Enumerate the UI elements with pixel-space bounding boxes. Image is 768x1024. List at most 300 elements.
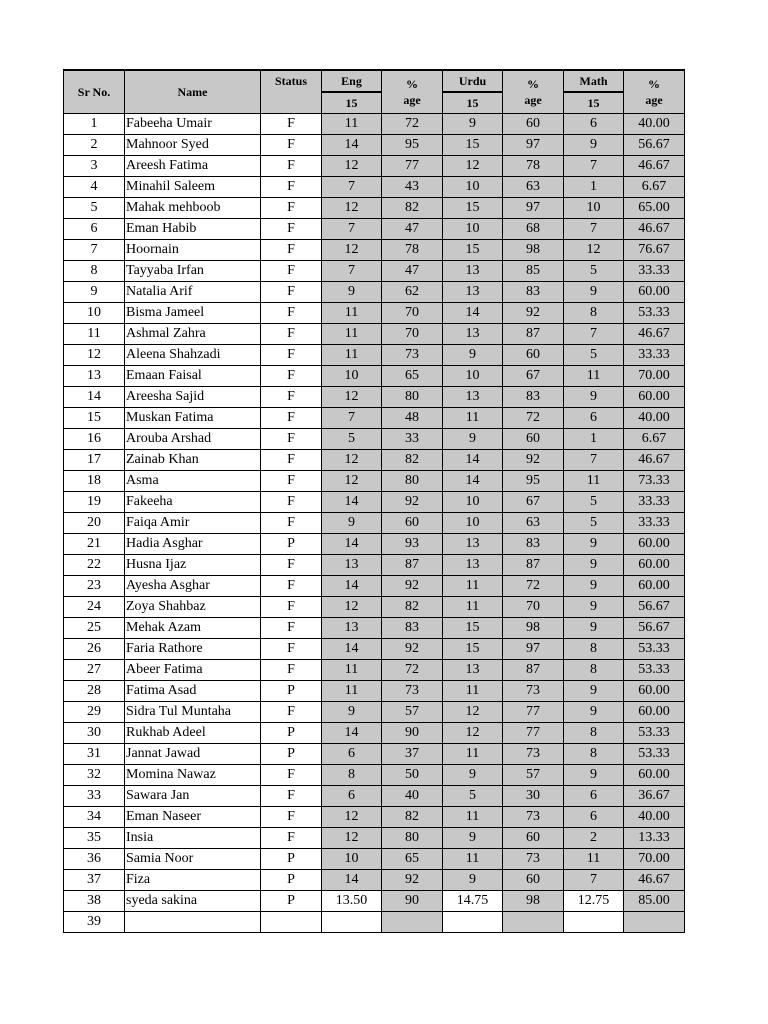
eng-marks-cell[interactable]: 12 xyxy=(322,240,382,261)
urdu-marks-cell[interactable]: 13 xyxy=(443,534,503,555)
urdu-marks-cell[interactable] xyxy=(443,912,503,933)
eng-percent-cell[interactable]: 72 xyxy=(382,660,443,681)
urdu-percent-cell[interactable]: 87 xyxy=(503,324,564,345)
sr-cell[interactable]: 26 xyxy=(64,639,125,660)
status-cell[interactable]: F xyxy=(261,429,322,450)
name-cell[interactable]: Asma xyxy=(125,471,261,492)
status-cell[interactable]: F xyxy=(261,555,322,576)
math-percent-cell[interactable] xyxy=(624,912,685,933)
urdu-percent-cell[interactable]: 30 xyxy=(503,786,564,807)
name-cell[interactable]: Fabeeha Umair xyxy=(125,114,261,135)
math-percent-cell[interactable]: 60.00 xyxy=(624,555,685,576)
urdu-percent-cell[interactable]: 83 xyxy=(503,282,564,303)
math-percent-cell[interactable]: 60.00 xyxy=(624,681,685,702)
sr-cell[interactable]: 32 xyxy=(64,765,125,786)
name-cell[interactable]: Ayesha Asghar xyxy=(125,576,261,597)
eng-percent-cell[interactable]: 73 xyxy=(382,345,443,366)
urdu-percent-cell[interactable]: 98 xyxy=(503,240,564,261)
status-cell[interactable]: F xyxy=(261,786,322,807)
eng-percent-cell[interactable]: 90 xyxy=(382,723,443,744)
eng-marks-cell[interactable]: 11 xyxy=(322,324,382,345)
name-cell[interactable]: Rukhab Adeel xyxy=(125,723,261,744)
status-cell[interactable]: F xyxy=(261,198,322,219)
urdu-percent-cell[interactable]: 68 xyxy=(503,219,564,240)
urdu-percent-cell[interactable]: 67 xyxy=(503,366,564,387)
header-urdu[interactable]: Urdu xyxy=(443,70,503,92)
urdu-percent-cell[interactable]: 72 xyxy=(503,576,564,597)
sr-cell[interactable]: 21 xyxy=(64,534,125,555)
eng-percent-cell[interactable]: 72 xyxy=(382,114,443,135)
eng-percent-cell[interactable]: 70 xyxy=(382,324,443,345)
math-marks-cell[interactable]: 9 xyxy=(564,387,624,408)
status-cell[interactable]: P xyxy=(261,870,322,891)
eng-marks-cell[interactable]: 12 xyxy=(322,387,382,408)
name-cell[interactable]: Jannat Jawad xyxy=(125,744,261,765)
math-percent-cell[interactable]: 60.00 xyxy=(624,765,685,786)
urdu-marks-cell[interactable]: 10 xyxy=(443,219,503,240)
sr-cell[interactable]: 11 xyxy=(64,324,125,345)
sr-cell[interactable]: 20 xyxy=(64,513,125,534)
sr-cell[interactable]: 19 xyxy=(64,492,125,513)
name-cell[interactable]: Areesha Sajid xyxy=(125,387,261,408)
urdu-percent-cell[interactable]: 77 xyxy=(503,723,564,744)
name-cell[interactable]: Zainab Khan xyxy=(125,450,261,471)
math-percent-cell[interactable]: 33.33 xyxy=(624,513,685,534)
name-cell[interactable]: Hadia Asghar xyxy=(125,534,261,555)
name-cell[interactable]: Areesh Fatima xyxy=(125,156,261,177)
status-cell[interactable]: P xyxy=(261,849,322,870)
eng-marks-cell[interactable]: 9 xyxy=(322,513,382,534)
status-cell[interactable]: F xyxy=(261,576,322,597)
eng-percent-cell[interactable]: 65 xyxy=(382,366,443,387)
status-cell[interactable]: F xyxy=(261,828,322,849)
eng-marks-cell[interactable]: 14 xyxy=(322,135,382,156)
eng-percent-cell[interactable]: 33 xyxy=(382,429,443,450)
header-urdu-percent[interactable] xyxy=(503,70,564,114)
math-percent-cell[interactable]: 60.00 xyxy=(624,576,685,597)
urdu-percent-cell[interactable]: 87 xyxy=(503,660,564,681)
math-percent-cell[interactable]: 65.00 xyxy=(624,198,685,219)
eng-percent-cell[interactable]: 87 xyxy=(382,555,443,576)
name-cell[interactable]: Hoornain xyxy=(125,240,261,261)
math-marks-cell[interactable]: 6 xyxy=(564,786,624,807)
math-marks-cell[interactable]: 7 xyxy=(564,324,624,345)
urdu-marks-cell[interactable]: 15 xyxy=(443,618,503,639)
name-cell[interactable]: Samia Noor xyxy=(125,849,261,870)
urdu-marks-cell[interactable]: 10 xyxy=(443,513,503,534)
header-eng-percent[interactable] xyxy=(382,70,443,114)
math-marks-cell[interactable]: 8 xyxy=(564,723,624,744)
eng-percent-cell[interactable]: 92 xyxy=(382,870,443,891)
urdu-marks-cell[interactable]: 5 xyxy=(443,786,503,807)
math-marks-cell[interactable]: 5 xyxy=(564,261,624,282)
urdu-marks-cell[interactable]: 9 xyxy=(443,765,503,786)
urdu-percent-cell[interactable]: 98 xyxy=(503,618,564,639)
status-cell[interactable]: F xyxy=(261,156,322,177)
math-marks-cell[interactable]: 5 xyxy=(564,492,624,513)
eng-marks-cell[interactable]: 6 xyxy=(322,786,382,807)
urdu-percent-cell[interactable]: 98 xyxy=(503,891,564,912)
math-marks-cell[interactable]: 9 xyxy=(564,702,624,723)
sr-cell[interactable]: 25 xyxy=(64,618,125,639)
name-cell[interactable]: Mahak mehboob xyxy=(125,198,261,219)
math-percent-cell[interactable]: 60.00 xyxy=(624,387,685,408)
eng-marks-cell[interactable]: 14 xyxy=(322,576,382,597)
name-cell[interactable]: Mehak Azam xyxy=(125,618,261,639)
math-percent-cell[interactable]: 56.67 xyxy=(624,618,685,639)
status-cell[interactable]: F xyxy=(261,408,322,429)
math-percent-cell[interactable]: 76.67 xyxy=(624,240,685,261)
status-cell[interactable]: F xyxy=(261,807,322,828)
name-cell[interactable]: Faiqa Amir xyxy=(125,513,261,534)
status-cell[interactable]: F xyxy=(261,660,322,681)
sr-cell[interactable]: 39 xyxy=(64,912,125,933)
eng-marks-cell[interactable]: 14 xyxy=(322,723,382,744)
sr-cell[interactable]: 4 xyxy=(64,177,125,198)
eng-percent-cell[interactable]: 47 xyxy=(382,261,443,282)
urdu-marks-cell[interactable]: 9 xyxy=(443,429,503,450)
eng-percent-cell[interactable]: 65 xyxy=(382,849,443,870)
eng-percent-cell[interactable]: 90 xyxy=(382,891,443,912)
name-cell[interactable]: Abeer Fatima xyxy=(125,660,261,681)
status-cell[interactable]: F xyxy=(261,282,322,303)
eng-marks-cell[interactable]: 6 xyxy=(322,744,382,765)
header-math-percent[interactable] xyxy=(624,70,685,114)
sr-cell[interactable]: 8 xyxy=(64,261,125,282)
sr-cell[interactable]: 29 xyxy=(64,702,125,723)
sr-cell[interactable]: 30 xyxy=(64,723,125,744)
eng-marks-cell[interactable]: 11 xyxy=(322,303,382,324)
math-marks-cell[interactable]: 1 xyxy=(564,429,624,450)
urdu-percent-cell[interactable] xyxy=(503,912,564,933)
name-cell[interactable]: Insia xyxy=(125,828,261,849)
eng-percent-cell[interactable]: 92 xyxy=(382,576,443,597)
eng-percent-cell[interactable]: 78 xyxy=(382,240,443,261)
math-marks-cell[interactable]: 2 xyxy=(564,828,624,849)
eng-percent-cell[interactable]: 92 xyxy=(382,639,443,660)
urdu-marks-cell[interactable]: 11 xyxy=(443,849,503,870)
math-marks-cell[interactable]: 7 xyxy=(564,450,624,471)
eng-marks-cell[interactable]: 12 xyxy=(322,807,382,828)
eng-percent-cell[interactable]: 92 xyxy=(382,492,443,513)
eng-marks-cell[interactable]: 13 xyxy=(322,555,382,576)
sr-cell[interactable]: 6 xyxy=(64,219,125,240)
eng-percent-cell[interactable]: 60 xyxy=(382,513,443,534)
name-cell[interactable]: Sidra Tul Muntaha xyxy=(125,702,261,723)
sr-cell[interactable]: 18 xyxy=(64,471,125,492)
eng-percent-cell[interactable]: 50 xyxy=(382,765,443,786)
name-cell[interactable]: Eman Naseer xyxy=(125,807,261,828)
eng-percent-cell[interactable]: 95 xyxy=(382,135,443,156)
eng-marks-cell[interactable]: 12 xyxy=(322,471,382,492)
eng-marks-cell[interactable]: 7 xyxy=(322,408,382,429)
math-marks-cell[interactable]: 5 xyxy=(564,345,624,366)
eng-percent-cell[interactable]: 82 xyxy=(382,597,443,618)
math-percent-cell[interactable]: 40.00 xyxy=(624,114,685,135)
name-cell[interactable]: Fatima Asad xyxy=(125,681,261,702)
urdu-marks-cell[interactable]: 13 xyxy=(443,324,503,345)
name-cell[interactable]: Arouba Arshad xyxy=(125,429,261,450)
sr-cell[interactable]: 12 xyxy=(64,345,125,366)
urdu-percent-cell[interactable]: 95 xyxy=(503,471,564,492)
header-sr-no[interactable]: Sr No. xyxy=(64,70,125,114)
math-marks-cell[interactable]: 9 xyxy=(564,765,624,786)
math-percent-cell[interactable]: 53.33 xyxy=(624,723,685,744)
sr-cell[interactable]: 13 xyxy=(64,366,125,387)
math-marks-cell[interactable] xyxy=(564,912,624,933)
name-cell[interactable]: Sawara Jan xyxy=(125,786,261,807)
urdu-marks-cell[interactable]: 13 xyxy=(443,555,503,576)
eng-percent-cell[interactable]: 80 xyxy=(382,471,443,492)
eng-marks-cell[interactable]: 13.50 xyxy=(322,891,382,912)
math-percent-cell[interactable]: 60.00 xyxy=(624,282,685,303)
name-cell[interactable]: Minahil Saleem xyxy=(125,177,261,198)
urdu-percent-cell[interactable]: 73 xyxy=(503,744,564,765)
status-cell[interactable]: F xyxy=(261,177,322,198)
urdu-marks-cell[interactable]: 14 xyxy=(443,471,503,492)
urdu-marks-cell[interactable]: 9 xyxy=(443,114,503,135)
urdu-marks-cell[interactable]: 14 xyxy=(443,450,503,471)
eng-percent-cell[interactable] xyxy=(382,912,443,933)
urdu-marks-cell[interactable]: 11 xyxy=(443,807,503,828)
eng-marks-cell[interactable]: 13 xyxy=(322,618,382,639)
urdu-marks-cell[interactable]: 13 xyxy=(443,261,503,282)
status-cell[interactable]: P xyxy=(261,681,322,702)
math-marks-cell[interactable]: 6 xyxy=(564,114,624,135)
urdu-percent-cell[interactable]: 85 xyxy=(503,261,564,282)
math-percent-cell[interactable]: 46.67 xyxy=(624,870,685,891)
math-marks-cell[interactable]: 7 xyxy=(564,870,624,891)
urdu-percent-cell[interactable]: 60 xyxy=(503,114,564,135)
eng-marks-cell[interactable]: 9 xyxy=(322,702,382,723)
header-eng[interactable]: Eng xyxy=(322,70,382,92)
urdu-marks-cell[interactable]: 13 xyxy=(443,282,503,303)
math-percent-cell[interactable]: 53.33 xyxy=(624,303,685,324)
sr-cell[interactable]: 36 xyxy=(64,849,125,870)
header-status[interactable]: Status xyxy=(261,70,322,114)
eng-marks-cell[interactable]: 14 xyxy=(322,492,382,513)
math-percent-cell[interactable]: 13.33 xyxy=(624,828,685,849)
eng-percent-cell[interactable]: 47 xyxy=(382,219,443,240)
name-cell[interactable]: Ashmal Zahra xyxy=(125,324,261,345)
math-marks-cell[interactable]: 9 xyxy=(564,135,624,156)
math-percent-cell[interactable]: 46.67 xyxy=(624,450,685,471)
status-cell[interactable]: F xyxy=(261,639,322,660)
status-cell[interactable]: P xyxy=(261,891,322,912)
eng-marks-cell[interactable]: 10 xyxy=(322,849,382,870)
urdu-percent-cell[interactable]: 77 xyxy=(503,702,564,723)
sr-cell[interactable]: 27 xyxy=(64,660,125,681)
name-cell[interactable]: syeda sakina xyxy=(125,891,261,912)
eng-marks-cell[interactable]: 10 xyxy=(322,366,382,387)
eng-percent-cell[interactable]: 93 xyxy=(382,534,443,555)
urdu-percent-cell[interactable]: 97 xyxy=(503,198,564,219)
eng-marks-cell[interactable]: 12 xyxy=(322,198,382,219)
sr-cell[interactable]: 10 xyxy=(64,303,125,324)
status-cell[interactable]: F xyxy=(261,618,322,639)
urdu-marks-cell[interactable]: 12 xyxy=(443,702,503,723)
eng-marks-cell[interactable]: 14 xyxy=(322,870,382,891)
eng-percent-cell[interactable]: 37 xyxy=(382,744,443,765)
status-cell[interactable]: F xyxy=(261,450,322,471)
math-percent-cell[interactable]: 33.33 xyxy=(624,261,685,282)
math-percent-cell[interactable]: 6.67 xyxy=(624,429,685,450)
name-cell[interactable]: Eman Habib xyxy=(125,219,261,240)
name-cell[interactable]: Emaan Faisal xyxy=(125,366,261,387)
name-cell[interactable]: Zoya Shahbaz xyxy=(125,597,261,618)
sr-cell[interactable]: 9 xyxy=(64,282,125,303)
urdu-marks-cell[interactable]: 13 xyxy=(443,387,503,408)
sr-cell[interactable]: 33 xyxy=(64,786,125,807)
urdu-percent-cell[interactable]: 92 xyxy=(503,450,564,471)
eng-marks-cell[interactable]: 14 xyxy=(322,639,382,660)
urdu-marks-cell[interactable]: 11 xyxy=(443,597,503,618)
math-percent-cell[interactable]: 40.00 xyxy=(624,807,685,828)
urdu-marks-cell[interactable]: 11 xyxy=(443,681,503,702)
urdu-marks-cell[interactable]: 12 xyxy=(443,723,503,744)
urdu-percent-cell[interactable]: 83 xyxy=(503,534,564,555)
math-percent-cell[interactable]: 85.00 xyxy=(624,891,685,912)
status-cell[interactable]: F xyxy=(261,765,322,786)
name-cell[interactable]: Fiza xyxy=(125,870,261,891)
math-marks-cell[interactable]: 9 xyxy=(564,681,624,702)
math-marks-cell[interactable]: 9 xyxy=(564,618,624,639)
status-cell[interactable]: P xyxy=(261,744,322,765)
math-percent-cell[interactable]: 33.33 xyxy=(624,492,685,513)
urdu-marks-cell[interactable]: 15 xyxy=(443,135,503,156)
eng-marks-cell[interactable]: 11 xyxy=(322,660,382,681)
urdu-marks-cell[interactable]: 13 xyxy=(443,660,503,681)
math-marks-cell[interactable]: 12.75 xyxy=(564,891,624,912)
eng-percent-cell[interactable]: 73 xyxy=(382,681,443,702)
sr-cell[interactable]: 34 xyxy=(64,807,125,828)
urdu-percent-cell[interactable]: 87 xyxy=(503,555,564,576)
status-cell[interactable]: F xyxy=(261,261,322,282)
name-cell[interactable]: Fakeeha xyxy=(125,492,261,513)
eng-marks-cell[interactable]: 14 xyxy=(322,534,382,555)
math-percent-cell[interactable]: 56.67 xyxy=(624,597,685,618)
eng-percent-cell[interactable]: 57 xyxy=(382,702,443,723)
eng-percent-cell[interactable]: 82 xyxy=(382,807,443,828)
math-marks-cell[interactable]: 1 xyxy=(564,177,624,198)
sr-cell[interactable]: 31 xyxy=(64,744,125,765)
status-cell[interactable]: F xyxy=(261,240,322,261)
urdu-marks-cell[interactable]: 9 xyxy=(443,870,503,891)
math-percent-cell[interactable]: 53.33 xyxy=(624,639,685,660)
urdu-percent-cell[interactable]: 73 xyxy=(503,681,564,702)
math-percent-cell[interactable]: 70.00 xyxy=(624,366,685,387)
math-marks-cell[interactable]: 9 xyxy=(564,597,624,618)
eng-percent-cell[interactable]: 70 xyxy=(382,303,443,324)
urdu-marks-cell[interactable]: 9 xyxy=(443,828,503,849)
name-cell[interactable] xyxy=(125,912,261,933)
math-percent-cell[interactable]: 36.67 xyxy=(624,786,685,807)
name-cell[interactable]: Aleena Shahzadi xyxy=(125,345,261,366)
math-percent-cell[interactable]: 60.00 xyxy=(624,702,685,723)
urdu-marks-cell[interactable]: 11 xyxy=(443,744,503,765)
urdu-percent-cell[interactable]: 60 xyxy=(503,429,564,450)
sr-cell[interactable]: 14 xyxy=(64,387,125,408)
sr-cell[interactable]: 2 xyxy=(64,135,125,156)
status-cell[interactable]: F xyxy=(261,471,322,492)
math-marks-cell[interactable]: 8 xyxy=(564,639,624,660)
sr-cell[interactable]: 24 xyxy=(64,597,125,618)
name-cell[interactable]: Natalia Arif xyxy=(125,282,261,303)
urdu-percent-cell[interactable]: 78 xyxy=(503,156,564,177)
sr-cell[interactable]: 28 xyxy=(64,681,125,702)
math-percent-cell[interactable]: 60.00 xyxy=(624,534,685,555)
name-cell[interactable]: Tayyaba Irfan xyxy=(125,261,261,282)
eng-marks-cell[interactable]: 7 xyxy=(322,219,382,240)
eng-percent-cell[interactable]: 48 xyxy=(382,408,443,429)
urdu-marks-cell[interactable]: 15 xyxy=(443,198,503,219)
math-percent-cell[interactable]: 6.67 xyxy=(624,177,685,198)
eng-marks-cell[interactable]: 11 xyxy=(322,345,382,366)
math-percent-cell[interactable]: 73.33 xyxy=(624,471,685,492)
eng-marks-cell[interactable]: 7 xyxy=(322,177,382,198)
eng-percent-cell[interactable]: 77 xyxy=(382,156,443,177)
urdu-percent-cell[interactable]: 63 xyxy=(503,513,564,534)
status-cell[interactable]: F xyxy=(261,702,322,723)
status-cell[interactable]: F xyxy=(261,345,322,366)
urdu-percent-cell[interactable]: 92 xyxy=(503,303,564,324)
sr-cell[interactable]: 16 xyxy=(64,429,125,450)
urdu-marks-cell[interactable]: 15 xyxy=(443,240,503,261)
math-percent-cell[interactable]: 70.00 xyxy=(624,849,685,870)
math-marks-cell[interactable]: 9 xyxy=(564,576,624,597)
math-marks-cell[interactable]: 8 xyxy=(564,660,624,681)
status-cell[interactable] xyxy=(261,912,322,933)
math-marks-cell[interactable]: 9 xyxy=(564,282,624,303)
eng-percent-cell[interactable]: 83 xyxy=(382,618,443,639)
name-cell[interactable]: Mahnoor Syed xyxy=(125,135,261,156)
eng-marks-cell[interactable]: 7 xyxy=(322,261,382,282)
math-percent-cell[interactable]: 46.67 xyxy=(624,324,685,345)
urdu-percent-cell[interactable]: 60 xyxy=(503,870,564,891)
urdu-percent-cell[interactable]: 73 xyxy=(503,807,564,828)
sr-cell[interactable]: 1 xyxy=(64,114,125,135)
urdu-marks-cell[interactable]: 11 xyxy=(443,576,503,597)
urdu-percent-cell[interactable]: 97 xyxy=(503,135,564,156)
eng-marks-cell[interactable]: 12 xyxy=(322,597,382,618)
name-cell[interactable]: Faria Rathore xyxy=(125,639,261,660)
status-cell[interactable]: F xyxy=(261,219,322,240)
math-percent-cell[interactable]: 46.67 xyxy=(624,219,685,240)
sr-cell[interactable]: 15 xyxy=(64,408,125,429)
status-cell[interactable]: F xyxy=(261,303,322,324)
eng-marks-cell[interactable]: 12 xyxy=(322,828,382,849)
eng-percent-cell[interactable]: 62 xyxy=(382,282,443,303)
eng-marks-cell[interactable]: 12 xyxy=(322,450,382,471)
eng-percent-cell[interactable]: 82 xyxy=(382,450,443,471)
math-marks-cell[interactable]: 11 xyxy=(564,366,624,387)
status-cell[interactable]: F xyxy=(261,135,322,156)
math-percent-cell[interactable]: 53.33 xyxy=(624,660,685,681)
urdu-percent-cell[interactable]: 60 xyxy=(503,828,564,849)
sr-cell[interactable]: 22 xyxy=(64,555,125,576)
status-cell[interactable]: F xyxy=(261,114,322,135)
urdu-percent-cell[interactable]: 70 xyxy=(503,597,564,618)
urdu-percent-cell[interactable]: 57 xyxy=(503,765,564,786)
math-marks-cell[interactable]: 6 xyxy=(564,408,624,429)
header-name[interactable]: Name xyxy=(125,70,261,114)
sr-cell[interactable]: 7 xyxy=(64,240,125,261)
math-percent-cell[interactable]: 46.67 xyxy=(624,156,685,177)
status-cell[interactable]: F xyxy=(261,492,322,513)
urdu-marks-cell[interactable]: 14.75 xyxy=(443,891,503,912)
urdu-percent-cell[interactable]: 97 xyxy=(503,639,564,660)
urdu-marks-cell[interactable]: 10 xyxy=(443,492,503,513)
